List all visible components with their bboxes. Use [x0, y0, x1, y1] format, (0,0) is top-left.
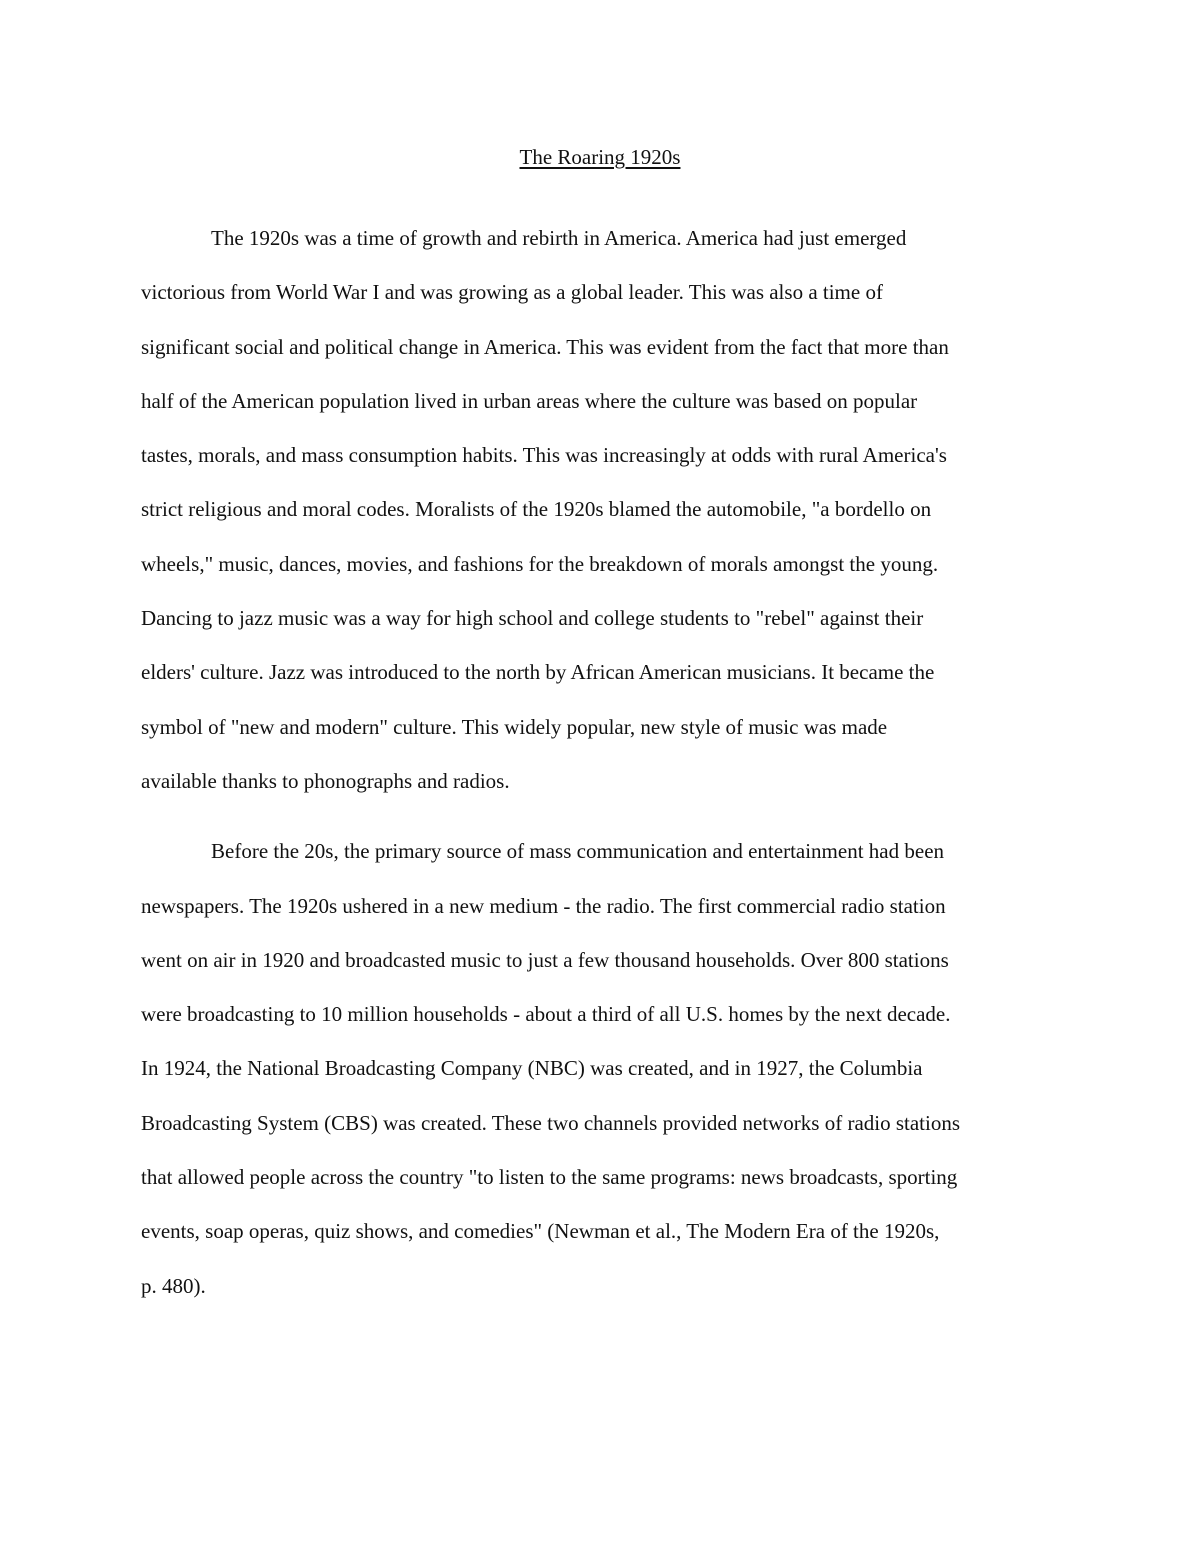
paragraph-line: events, soap operas, quiz shows, and comedies" (Newman et al., The Modern Era of the 1920s,	[141, 1219, 940, 1244]
paragraph-line: p. 480).	[141, 1273, 206, 1298]
paragraph-line: significant social and political change in America. This was evident from the fact that more than	[141, 334, 949, 359]
paragraph-line: available thanks to phonographs and radios.	[141, 768, 510, 793]
paragraph-line: symbol of "new and modern" culture. This widely popular, new style of music was made	[141, 714, 888, 739]
paragraph-line: Dancing to jazz music was a way for high school and college students to "rebel" against their	[141, 606, 924, 631]
paragraph-line: half of the American population lived in urban areas where the culture was based on popular	[141, 388, 918, 413]
paragraph-line: elders' culture. Jazz was introduced to the north by African American musicians. It became the	[141, 660, 935, 685]
paragraph-line: went on air in 1920 and broadcasted music to just a few thousand households. Over 800 stations	[141, 947, 949, 972]
paragraph-line: newspapers. The 1920s ushered in a new medium - the radio. The first commercial radio station	[141, 893, 946, 918]
paragraph-line: wheels," music, dances, movies, and fashions for the breakdown of morals amongst the young.	[141, 551, 939, 576]
paragraph-line: were broadcasting to 10 million households - about a third of all U.S. homes by the next decade.	[141, 1002, 951, 1027]
paragraph-line: victorious from World War I and was growing as a global leader. This was also a time of	[141, 280, 883, 305]
paragraph-1	[141, 211, 1063, 808]
paragraph-line: In 1924, the National Broadcasting Company (NBC) was created, and in 1927, the Columbia	[141, 1056, 923, 1081]
document-body	[141, 211, 1063, 1313]
document-title: The Roaring 1920s	[519, 145, 681, 169]
paragraph-line: tastes, morals, and mass consumption habits. This was increasingly at odds with rural America's	[141, 443, 947, 468]
paragraph-2	[141, 824, 1063, 1313]
paragraph-line: strict religious and moral codes. Moralists of the 1920s blamed the automobile, "a bordello on	[141, 497, 932, 522]
paragraph-line: Broadcasting System (CBS) was created. These two channels provided networks of radio stations	[141, 1110, 961, 1135]
paragraph-line: Before the 20s, the primary source of mass communication and entertainment had been	[211, 839, 945, 864]
paragraph-line: that allowed people across the country "to listen to the same programs: news broadcasts, sporting	[141, 1165, 958, 1190]
paragraph-line: The 1920s was a time of growth and rebirth in America. America had just emerged	[211, 226, 907, 250]
